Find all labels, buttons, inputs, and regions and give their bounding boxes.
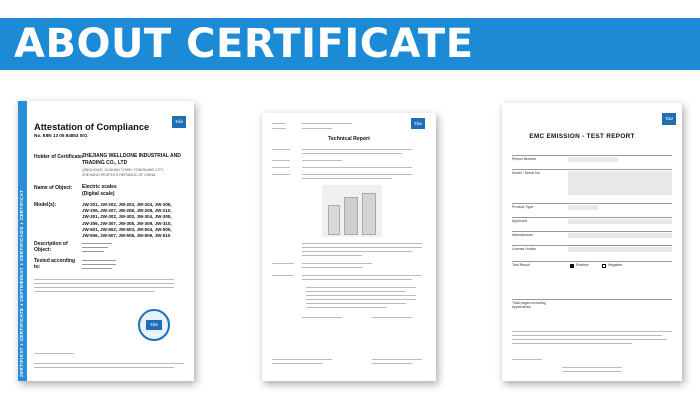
field-value-line <box>302 267 362 268</box>
standards-line <box>82 260 116 261</box>
body-text-line <box>34 283 174 284</box>
field-label-line <box>272 167 290 168</box>
applicant-row <box>512 217 672 223</box>
header-line <box>302 128 332 129</box>
license-holder-row <box>512 245 672 251</box>
footer-line <box>372 359 422 360</box>
header-line <box>272 128 286 129</box>
stamp-label: TÜV SÜD <box>146 320 162 330</box>
standards-line <box>82 264 116 265</box>
license-holder-label: License Holder <box>512 247 536 251</box>
body-text-line <box>302 255 362 256</box>
applicant-label: Applicant <box>512 219 527 223</box>
date-line <box>34 353 74 354</box>
license-holder-value <box>568 247 672 252</box>
signature-line <box>372 317 412 318</box>
footer-line <box>562 367 622 368</box>
pages-row <box>512 299 672 309</box>
description-line <box>82 247 108 248</box>
certificate-technical-report <box>262 113 436 381</box>
banner-title: ABOUT CERTIFICATE <box>14 21 474 67</box>
signature-line <box>302 317 342 318</box>
field-value-line <box>302 149 412 150</box>
certificate-title: Attestation of Compliance <box>34 122 150 132</box>
pages-label: Total pages including Appendices <box>512 301 546 309</box>
report-title: Technical Report <box>328 136 370 142</box>
conclusion-line <box>306 287 416 288</box>
object-label: Name of Object: <box>34 185 73 191</box>
report-number-value <box>568 157 618 162</box>
body-text-line <box>302 247 422 248</box>
holder-value-1: ZHEJIANG WELLDONE INDUSTRIAL AND <box>82 153 181 159</box>
conclusion-line <box>306 291 406 292</box>
field-value-line <box>302 167 412 168</box>
tested-label: Tested according to: <box>34 258 76 270</box>
certificate-emc-emission-report <box>502 103 682 381</box>
model-value <box>568 171 672 195</box>
certificate-number: No. E8N 13 05 84853 001 <box>34 133 88 138</box>
footer-line <box>372 363 412 364</box>
field-value-line <box>302 174 412 175</box>
manufacturer-value <box>568 233 672 238</box>
product-photo <box>322 185 382 237</box>
description-line <box>82 243 112 244</box>
standards-line <box>82 268 112 269</box>
positive-label: Positive <box>576 263 589 267</box>
test-result-row <box>512 261 672 267</box>
field-value-line <box>302 160 342 161</box>
field-value-line <box>302 153 402 154</box>
body-text-line <box>302 251 412 252</box>
certificate-attestation-of-compliance <box>18 101 194 381</box>
holder-address: QINGHOUZI, GUSHAN TOWN, YONGKANG CITY, ZHEJIANG PEOPLE'S REPUBLIC OF CHINA <box>82 168 165 177</box>
manufacturer-row <box>512 231 672 237</box>
positive-checkbox <box>570 264 574 268</box>
product-scale-image <box>344 197 358 235</box>
description-line <box>82 251 104 252</box>
model-line: JW-501, JW-502, JW-503, JW-504, JW-505, <box>82 226 172 232</box>
models-label: Model(s): <box>34 202 57 208</box>
test-result-label: Test Result <box>512 263 530 267</box>
field-label-line <box>272 275 294 276</box>
model-line: JW-306, JW-307, JW-308, JW-309, JW-310, <box>82 220 172 226</box>
field-label-line <box>272 149 290 150</box>
report-number-row <box>512 155 672 161</box>
model-line: JW-201, JW-202, JW-203, JW-204, JW-205, <box>82 202 172 207</box>
product-scale-image <box>328 205 340 235</box>
field-label-line <box>272 174 290 175</box>
tuv-logo: TÜV <box>411 118 425 129</box>
model-label: Model / Serial No. <box>512 171 541 175</box>
model-line: JW-206, JW-207, JW-208, JW-209, JW-210, <box>82 208 172 214</box>
footer-line <box>34 367 174 368</box>
model-line: JW-301, JW-302, JW-303, JW-304, JW-305, <box>82 214 172 220</box>
report-title: EMC EMISSION - TEST REPORT <box>529 133 635 140</box>
tuv-logo: TÜV <box>172 116 186 128</box>
field-value-line <box>302 263 372 264</box>
negative-checkbox <box>602 264 606 268</box>
footer-line <box>272 363 322 364</box>
description-label: Description of Object: <box>34 241 68 253</box>
footer-line <box>512 339 667 340</box>
product-type-row <box>512 203 672 209</box>
model-line: JW-506, JW-507, JW-508, JW-509, JW-510 <box>82 233 171 239</box>
field-label-line <box>272 160 290 161</box>
footer-line <box>512 335 662 336</box>
conclusion-line <box>302 275 422 276</box>
manufacturer-label: Manufacturer <box>512 233 534 237</box>
footer-line <box>34 363 184 364</box>
models-list <box>82 202 172 239</box>
holder-value-2: TRADING CO., LTD <box>82 160 128 166</box>
object-value-1: Electric scales <box>82 184 117 190</box>
conclusion-line <box>306 303 406 304</box>
certificate-side-text: ZERTIFIKAT ♦ CERTIFICATE ♦ СЕРТИФИКАТ ♦ CERTIFICADO ♦ CERTIFICAT <box>19 189 24 377</box>
footer-line <box>512 331 672 332</box>
body-text-line <box>34 291 154 292</box>
product-type-label: Product Type <box>512 205 534 209</box>
tuv-logo: TÜV <box>662 113 676 125</box>
footer-line <box>512 359 542 360</box>
body-text-line <box>302 243 422 244</box>
field-value-line <box>302 178 392 179</box>
header-line <box>302 123 352 124</box>
footer-line <box>512 343 632 344</box>
conclusion-line <box>306 307 386 308</box>
field-label-line <box>272 263 294 264</box>
report-number-label: Report Number <box>512 157 537 161</box>
conclusion-line <box>306 295 416 296</box>
header-banner <box>0 0 700 88</box>
body-text-line <box>34 279 174 280</box>
footer-line <box>272 359 332 360</box>
negative-label: Negative <box>608 263 623 267</box>
header-line <box>272 123 286 124</box>
conclusion-line <box>302 279 412 280</box>
tuv-sud-stamp <box>138 309 170 341</box>
product-scale-image <box>362 193 376 235</box>
conclusion-line <box>306 299 416 300</box>
applicant-value <box>568 219 672 224</box>
holder-label: Holder of Certificate: <box>34 154 84 160</box>
body-text-line <box>34 287 174 288</box>
object-value-2: (Digital scale) <box>82 191 115 197</box>
product-type-value <box>568 205 598 210</box>
model-row <box>512 169 672 175</box>
footer-line <box>562 371 622 372</box>
